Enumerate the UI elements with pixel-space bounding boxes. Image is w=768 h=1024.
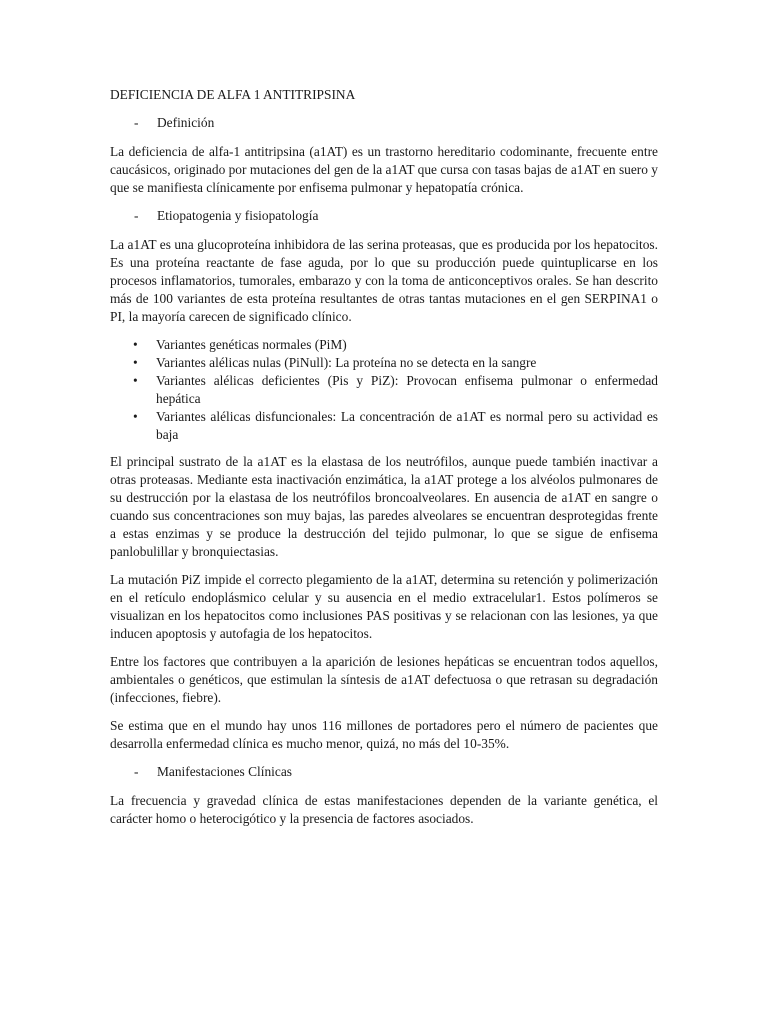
bullet-marker: • (133, 337, 138, 352)
section-heading-text: Manifestaciones Clínicas (157, 764, 292, 779)
list-item (110, 408, 658, 444)
section-heading-text: Definición (157, 115, 215, 130)
list-item-text: Variantes alélicas disfuncionales: La concentración de a1AT es normal pero su actividad es baja (156, 409, 658, 442)
dash-marker: - (134, 764, 139, 779)
bullet-marker: • (133, 409, 138, 424)
bullet-marker: • (133, 373, 138, 388)
paragraph-factores: Entre los factores que contribuyen a la aparición de lesiones hepáticas se encuentran todos aquellos, ambientales o genéticos, que estimulan la síntesis de a1AT defectuosa o que retrasan su degradación (infecciones, fiebre). (110, 654, 658, 705)
list-item (110, 354, 658, 372)
document-body (110, 86, 658, 838)
paragraph-definicion: La deficiencia de alfa-1 antitripsina (a1AT) es un trastorno hereditario codominante, frecuente entre caucásicos, originado por mutaciones del gen de la a1AT que cursa con tasas bajas de a1AT en suero y que se manifiesta clínicamente por enfisema pulmonar y hepatopatía crónica. (110, 144, 658, 195)
paragraph-etiopatogenia-intro: La a1AT es una glucoproteína inhibidora de las serina proteasas, que es producida por los hepatocitos. Es una proteína reactante de fase aguda, por lo que su producción puede quintuplicarse en los procesos inflamatorios, tumorales, embarazo y con la toma de anticonceptivos orales. Se han descrito más de 100 variantes de esta proteína resultantes de otras tantas mutaciones en el gen SERPINA1 o PI, la mayoría carecen de significado clínico. (110, 237, 658, 324)
paragraph-manifestaciones: La frecuencia y gravedad clínica de estas manifestaciones dependen de la variante genética, el carácter homo o heterocigótico y la presencia de factores asociados. (110, 793, 658, 826)
section-heading-manifestaciones (110, 763, 658, 781)
paragraph-mutacion-piz: La mutación PiZ impide el correcto plegamiento de la a1AT, determina su retención y polimerización en el retículo endoplásmico celular y su ausencia en el medio extracelular1. Estos polímeros se visualizan en los hepatocitos como inclusiones PAS positivas y se relacionan con las lesiones, ya que inducen apoptosis y autofagia de los hepatocitos. (110, 572, 658, 641)
paragraph-sustrato: El principal sustrato de la a1AT es la elastasa de los neutrófilos, aunque puede también inactivar a otras proteasas. Mediante esta inactivación enzimática, la a1AT protege a los alvéolos pulmonares de su destrucción por la elastasa de los neutrófilos broncoalveolares. En ausencia de a1AT en sangre o cuando sus concentraciones son muy bajas, las paredes alveolares se encuentran desprotegidas frente a estas enzimas y se produce la destrucción del tejido pulmonar, lo que se sigue de enfisema panlobulillar y bronquiectasias. (110, 454, 658, 559)
list-item (110, 372, 658, 408)
bullet-marker: • (133, 355, 138, 370)
section-heading-text: Etiopatogenia y fisiopatología (157, 208, 319, 223)
list-item-text: Variantes alélicas nulas (PiNull): La proteína no se detecta en la sangre (156, 355, 537, 370)
list-item (110, 336, 658, 354)
section-heading-definicion (110, 114, 658, 132)
dash-marker: - (134, 208, 139, 223)
paragraph-portadores: Se estima que en el mundo hay unos 116 millones de portadores pero el número de pacientes que desarrolla enfermedad clínica es mucho menor, quizá, no más del 10-35%. (110, 718, 658, 751)
document-title: DEFICIENCIA DE ALFA 1 ANTITRIPSINA (110, 87, 356, 102)
section-heading-etiopatogenia (110, 207, 658, 225)
list-item-text: Variantes genéticas normales (PiM) (156, 337, 347, 352)
list-item-text: Variantes alélicas deficientes (Pis y PiZ): Provocan enfisema pulmonar o enfermedad hepática (156, 373, 658, 406)
dash-marker: - (134, 115, 139, 130)
variant-list (110, 336, 658, 444)
